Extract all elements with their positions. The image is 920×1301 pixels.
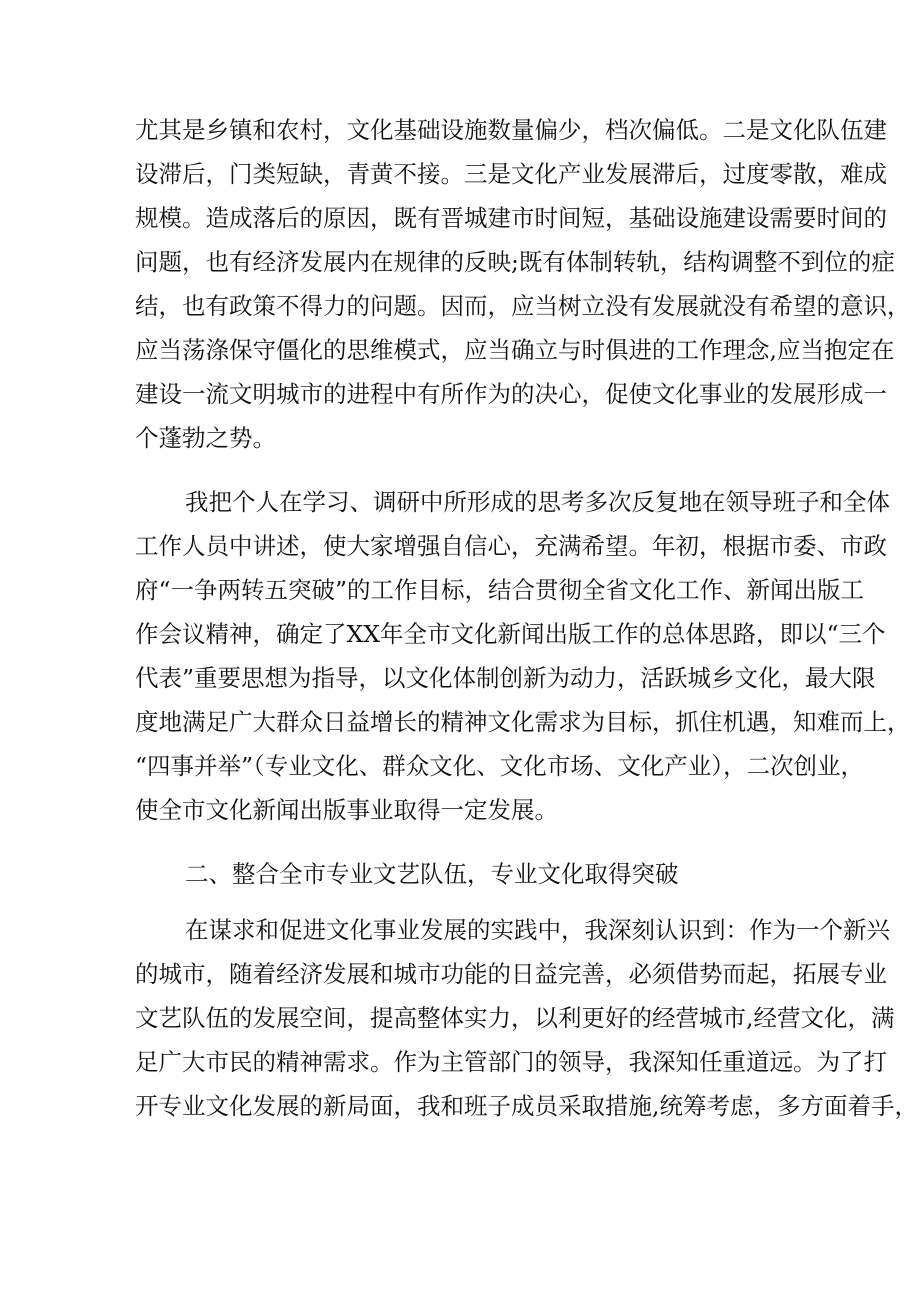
text-line: 应当荡涤保守僵化的思维模式，应当确立与时俱进的工作理念,应当抱定在 <box>135 336 895 364</box>
text-line: 府“一争两转五突破”的工作目标，结合贯彻全省文化工作、新闻出版工 <box>135 576 865 604</box>
text-line: 文艺队伍的发展空间，提高整体实力，以利更好的经营城市,经营文化，满 <box>135 1004 895 1032</box>
text-line: 问题，也有经济发展内在规律的反映;既有体制转轨，结构调整不到位的症 <box>135 248 895 276</box>
text-line: 工作人员中讲述，使大家增强自信心，充满希望。年初，根据市委、市政 <box>135 532 887 560</box>
text-line: “四事并举”（专业文化、群众文化、文化市场、文化产业），二次创业， <box>135 752 865 780</box>
paragraph-spacer <box>135 832 797 852</box>
text-line: 的城市，随着经济发展和城市功能的日益完善，必须借势而起，拓展专业 <box>135 960 887 988</box>
section-heading-text: 二、整合全市专业文艺队伍，专业文化取得突破 <box>185 860 679 888</box>
text-line: 建设一流文明城市的进程中有所作为的决心，促使文化事业的发展形成一 <box>135 380 887 408</box>
paragraph-3 <box>135 908 918 1128</box>
paragraph-1 <box>135 108 911 460</box>
text-line: 代表”重要思想为指导，以文化体制创新为动力，活跃城乡文化，最大限 <box>135 664 876 692</box>
text-line: 规模。造成落后的原因，既有晋城建市时间短，基础设施建设需要时间的 <box>135 204 887 232</box>
text-line: 使全市文化新闻出版事业取得一定发展。 <box>135 796 558 824</box>
text-line: 作会议精神，确定了XX年全市文化新闻出版工作的总体思路，即以“三个 <box>135 620 886 648</box>
text-line: 足广大市民的精神需求。作为主管部门的领导，我深知任重道远。为了打 <box>135 1048 887 1076</box>
section-heading <box>135 852 797 896</box>
text-line: 个蓬勃之势。 <box>135 424 276 452</box>
text-line: 在谋求和促进文化事业发展的实践中，我深刻认识到：作为一个新兴 <box>185 916 890 944</box>
paragraph-spacer <box>135 896 797 908</box>
text-line: 开专业文化发展的新局面，我和班子成员采取措施,统筹考虑，多方面着手， <box>135 1092 918 1120</box>
text-line: 设滞后，门类短缺，青黄不接。三是文化产业发展滞后，过度零散，难成 <box>135 160 887 188</box>
paragraph-spacer <box>135 460 797 480</box>
paragraph-2 <box>135 480 911 832</box>
text-line: 尤其是乡镇和农村，文化基础设施数量偏少，档次偏低。二是文化队伍建 <box>135 116 887 144</box>
document-body <box>135 108 918 1128</box>
text-line: 我把个人在学习、调研中所形成的思考多次反复地在领导班子和全体 <box>185 488 890 516</box>
text-line: 度地满足广大群众日益增长的精神文化需求为目标，抓住机遇，知难而上， <box>135 708 911 736</box>
text-line: 结，也有政策不得力的问题。因而，应当树立没有发展就没有希望的意识， <box>135 292 911 320</box>
